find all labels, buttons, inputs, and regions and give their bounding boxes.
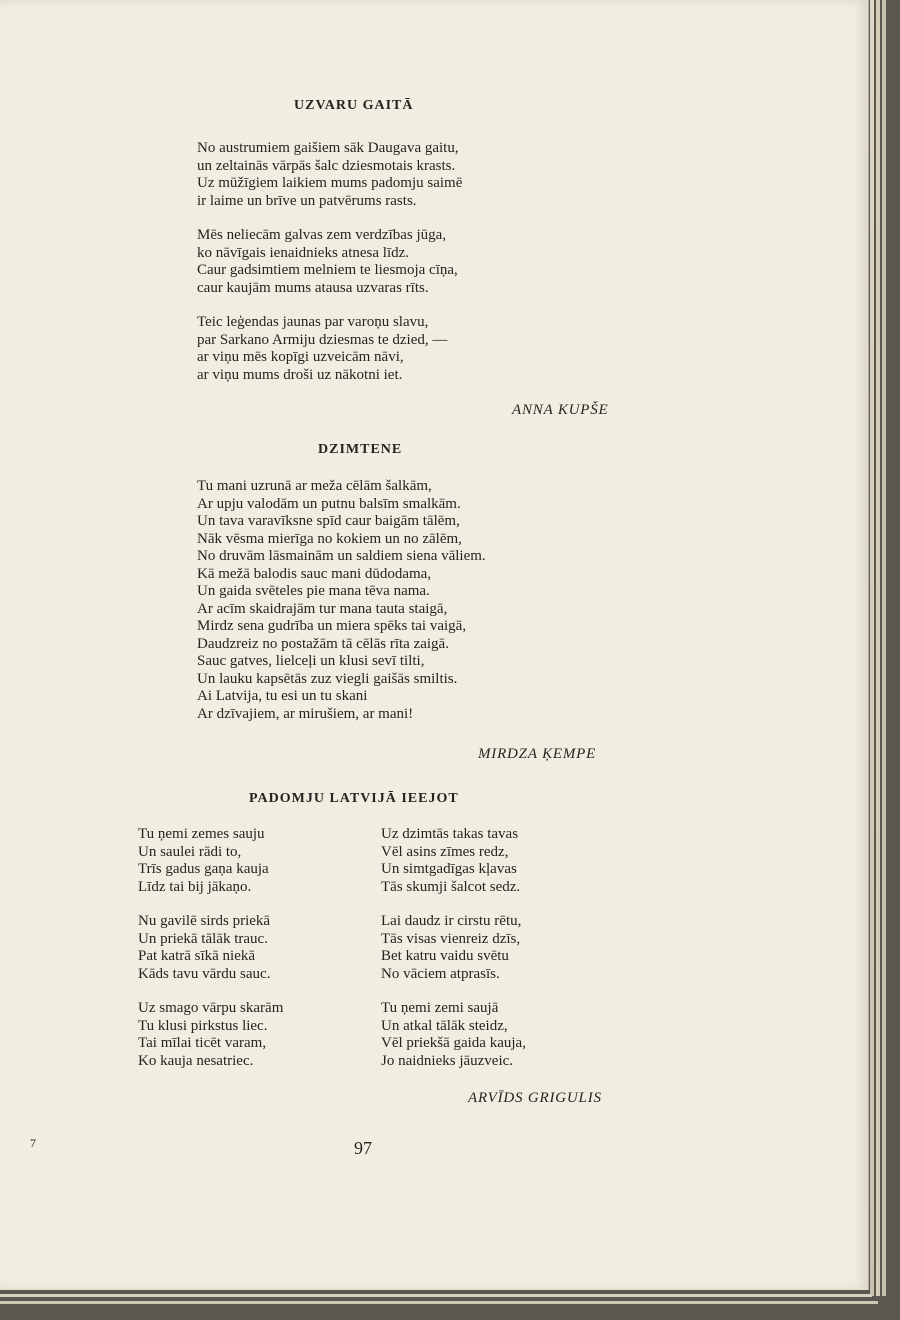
poem-line: Daudzreiz no postažām tā cēlās rīta zaigā. <box>197 635 449 652</box>
poem-line: Tu ņemi zemes sauju <box>138 826 265 842</box>
poem-line: Un tava varavīksne spīd caur baigām tālēm, <box>197 513 460 529</box>
stanza-gap <box>197 297 462 314</box>
poem-line: Ko kauja nesatriec. <box>138 1052 254 1069</box>
poem-line: caur kaujām mums atausa uzvaras rīts. <box>197 279 429 296</box>
poem-line: un zeltainās vārpās šalc dziesmotais krasts. <box>197 157 456 174</box>
poem-line: Un simtgadīgas kļavas <box>381 861 517 877</box>
poem-line: Jo naidnieks jāuzveic. <box>381 1052 514 1069</box>
poem-line: Vēl priekšā gaida kauja, <box>381 1035 526 1051</box>
poem-line: Ar upju valodām un putnu balsīm smalkām. <box>197 495 461 512</box>
poem-line: par Sarkano Armiju dziesmas te dzied, — <box>197 331 448 348</box>
poem-line: Ar acīm skaidrajām tur mana tauta staigā, <box>197 600 448 617</box>
poem-line: No vāciem atprasīs. <box>381 965 500 982</box>
poem-line: Ai Latvija, tu esi un tu skani <box>197 688 368 704</box>
page-edge <box>0 1294 872 1297</box>
stanza-gap <box>138 983 283 1000</box>
poem-left-column <box>138 826 283 1070</box>
poem-line: Tu ņemi zemi saujā <box>381 1000 499 1016</box>
poem-body <box>197 140 462 384</box>
poem-line: Uz dzimtās takas tavas <box>381 826 519 842</box>
stanza-gap <box>138 896 283 913</box>
poem-line: Kāds tavu vārdu sauc. <box>138 965 271 982</box>
poem-line: ir laime un brīve un patvērums rasts. <box>197 192 417 209</box>
poem-line: Mirdz sena gudrība un miera spēks tai vaigā, <box>197 618 467 634</box>
poem-line: No austrumiem gaišiem sāk Daugava gaitu, <box>197 140 459 156</box>
poem-line: Sauc gatves, lielceļi un klusi sevī tilti, <box>197 653 425 669</box>
poem-author: ARVĪDS GRIGULIS <box>468 1090 602 1106</box>
poem-line: Tai mīlai ticēt varam, <box>138 1035 267 1051</box>
stanza-gap <box>381 983 526 1000</box>
poem-line: Nāk vēsma mierīga no kokiem un no zālēm, <box>197 530 462 547</box>
poem-line: Līdz tai bij jākaņo. <box>138 878 252 895</box>
poem-line: Un atkal tālāk steidz, <box>381 1017 508 1034</box>
poem-line: Uz mūžīgiem laikiem mums padomju saimē <box>197 175 463 191</box>
poem-line: Tās skumji šalcot sedz. <box>381 878 521 895</box>
page-number: 97 <box>354 1138 372 1158</box>
poem-line: Kā mežā balodis sauc mani dūdodama, <box>197 565 432 582</box>
poem-line: Tu mani uzrunā ar meža cēlām šalkām, <box>197 478 432 494</box>
poem-line: Tu klusi pirkstus liec. <box>138 1017 268 1034</box>
poem-line: ar viņu mēs kopīgi uzveicām nāvi, <box>197 349 404 365</box>
poem-right-column <box>381 826 526 1070</box>
poem-line: Mēs neliecām galvas zem verdzības jūga, <box>197 227 447 243</box>
page-edge <box>0 1301 878 1304</box>
poem-author: ANNA KUPŠE <box>512 402 609 418</box>
poem-line: Pat katrā sīkā niekā <box>138 948 256 964</box>
page-edge <box>882 0 886 1296</box>
signature-mark: 7 <box>30 1136 36 1150</box>
poem-title: PADOMJU LATVIJĀ IEEJOT <box>249 791 459 806</box>
poem-line: Ar dzīvajiem, ar mirušiem, ar mani! <box>197 705 414 722</box>
poem-line: Nu gavilē sirds priekā <box>138 913 271 929</box>
poem-body <box>197 478 486 723</box>
poem-line: Uz smago vārpu skarām <box>138 1000 284 1016</box>
poem-title: UZVARU GAITĀ <box>294 98 414 113</box>
poem-line: Trīs gadus gaņa kauja <box>138 861 269 877</box>
poem-line: Tās visas vienreiz dzīs, <box>381 930 521 947</box>
page-edge <box>870 0 874 1296</box>
poem-line: Bet katru vaidu svētu <box>381 948 509 964</box>
stanza-gap <box>381 896 526 913</box>
poem-line: ko nāvīgais ienaidnieks atnesa līdz. <box>197 244 410 261</box>
stanza-gap <box>197 210 462 227</box>
poem-line: Teic leģendas jaunas par varoņu slavu, <box>197 314 429 330</box>
poem-line: Un priekā tālāk trauc. <box>138 930 268 947</box>
poem-line: Un lauku kapsētās zuz viegli gaišās smiltis. <box>197 670 458 687</box>
poem-line: No druvām lāsmainām un saldiem siena vāliem. <box>197 548 486 564</box>
page-edge <box>876 0 880 1296</box>
poem-line: Vēl asins zīmes redz, <box>381 843 509 860</box>
poem-line: Un gaida svēteles pie mana tēva nama. <box>197 583 430 599</box>
poem-line: Lai daudz ir cirstu rētu, <box>381 913 522 929</box>
poem-author: MIRDZA ĶEMPE <box>478 746 597 762</box>
poem-line: Caur gadsimtiem melniem te liesmoja cīņa, <box>197 262 458 278</box>
poem-line: Un saulei rādi to, <box>138 843 242 860</box>
poem-line: ar viņu mums droši uz nākotni iet. <box>197 366 403 383</box>
poem-title: DZIMTENE <box>318 442 403 457</box>
